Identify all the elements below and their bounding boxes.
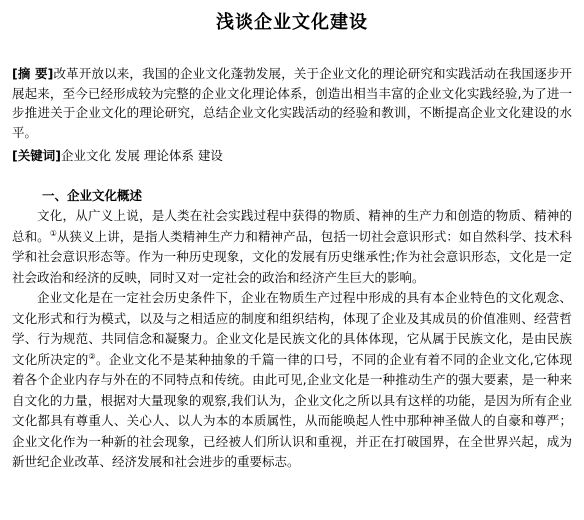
keywords-text: 企业文化 发展 理论体系 建设 — [60, 148, 223, 163]
keywords-line — [12, 146, 572, 166]
paragraph-2-text-a: 企业文化是在一定社会历史条件下，企业在物质生产过程中形成的具有本企业特色的文化观念、文化形式和行为模式，以及与之相适应的制度和组织结构，体现了企业及其成员的价值准则、经营哲学、行为规范、共同信念和凝聚力。企业文化是民族文化的具体体现，它从属于民族文化，是由民族文化所决定的 — [12, 290, 572, 367]
paragraph-1-text-b: 从狭义上讲，是指人类精神生产力和精神产品，包括一切社会意识形式：如自然科学、技术科学和社会意识形态等。作为一种历史现象，文化的发展有历史继承性;作为社会意识形态，文化是一定社会政治和经济的反映，同时又对一定社会的政治和经济产生巨大的影响。 — [12, 228, 572, 285]
paragraph-2-text-b: 。企业文化不是某种抽象的千篇一律的口号，不同的企业有着不同的企业文化,它体现着各个企业内存与外在的不同特点和传统。由此可见,企业文化是一种推动生产的强大要素，是一种来自文化的力量，根据对大量现象的观察,我们认为，企业文化之所以具有这样的功能，是因为所有企业文化都具有尊重人、关心人、以人为本的本质属性，从而能唤起人性中那种神圣做人的自豪和尊严；企业文化作为一种新的社会现象，已经被人们所认识和重视，并正在打破国界，在全世界兴起，成为新世纪企业改革、经济发展和社会进步的重要标志。 — [12, 351, 572, 469]
abstract-paragraph — [12, 64, 572, 142]
paragraph-1-text-a: 文化，从广义上说，是人类在社会实践过程中获得的物质、精神的生产力和创造的物质、精神的总和。 — [12, 208, 572, 244]
body-paragraph-1 — [12, 206, 572, 288]
abstract-text: 改革开放以来，我国的企业文化蓬勃发展，关于企业文化的理论研究和实践活动在我国逐步开展起来，至今已经形成较为完整的企业文化理论体系，创造出相当丰富的企业文化实践经验,为了进一步推进关于企业文化的理论研究，总结企业文化实践活动的经验和教训，不断提高企业文化建设的水平。 — [12, 66, 572, 140]
footnote-marker-1: ① — [49, 228, 57, 238]
document-title: 浅谈企业文化建设 — [216, 12, 368, 33]
keywords-label: [关键词] — [12, 148, 61, 163]
abstract-label: [摘 要] — [12, 66, 54, 81]
section-body — [12, 206, 572, 473]
section-heading: 一、企业文化概述 — [42, 188, 143, 203]
footnote-marker-2: ② — [88, 351, 96, 361]
body-paragraph-2 — [12, 288, 572, 473]
